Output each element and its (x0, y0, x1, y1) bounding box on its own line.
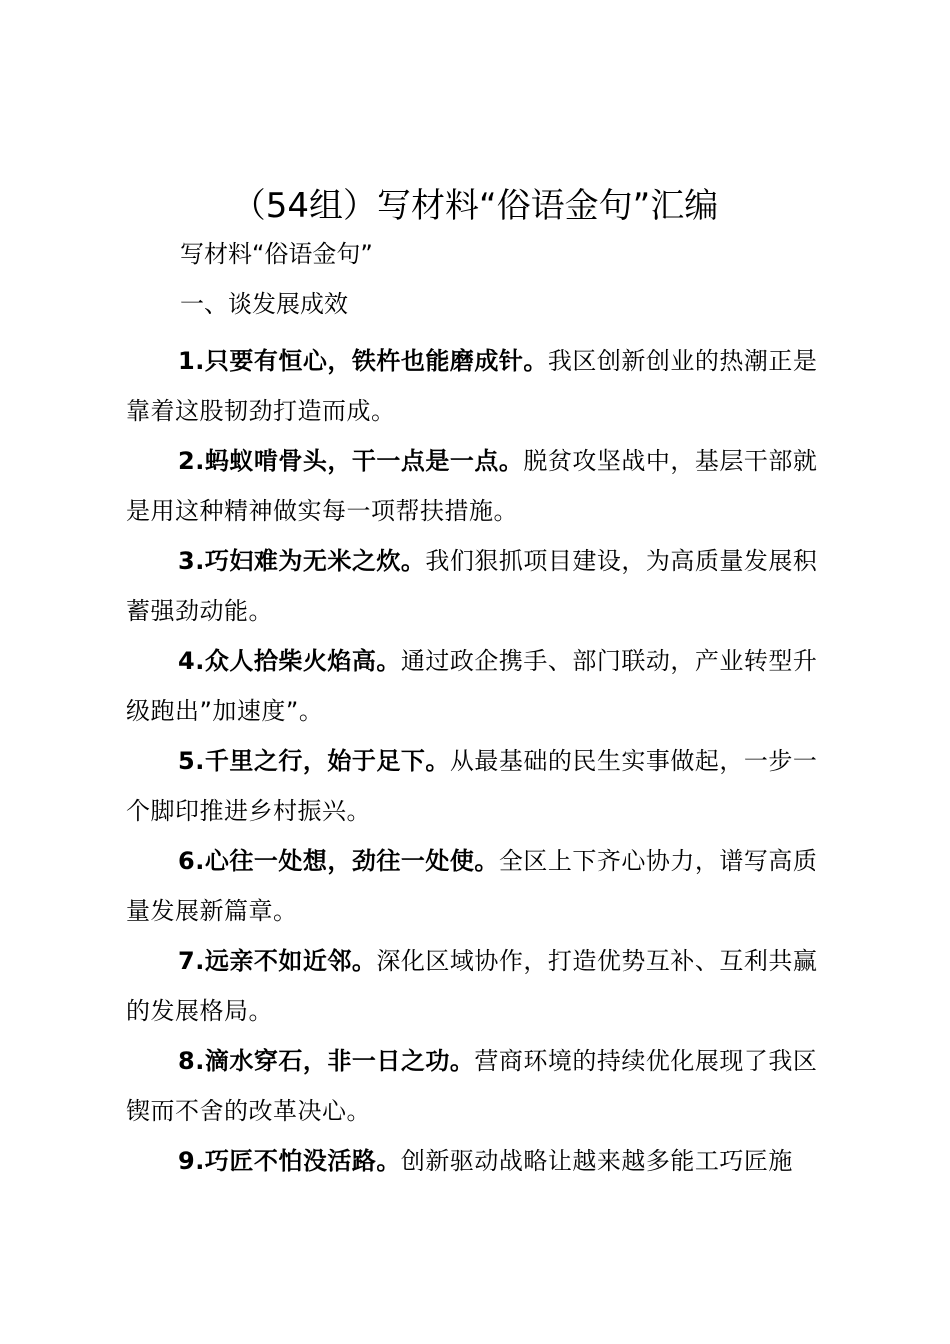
saying-text: 创新驱动战略让越来越多能工巧匠施 (400, 1147, 793, 1175)
saying-item (126, 436, 838, 536)
saying-item (126, 336, 838, 436)
document-title: （54组）写材料“俗语金句”汇编 (231, 186, 719, 226)
saying-text: 我们狠抓项目建设，为高质量发展积蓄强劲动能。 (126, 547, 818, 625)
saying-quote: 7.远亲不如近邻。 (178, 947, 377, 975)
saying-item (126, 636, 838, 736)
section-heading: 一、谈发展成效 (180, 290, 348, 318)
saying-quote: 1.只要有恒心，铁杵也能磨成针。 (178, 347, 548, 375)
saying-item (126, 736, 838, 836)
saying-quote: 4.众人拾柴火焰高。 (178, 647, 401, 675)
saying-quote: 5.千里之行，始于足下。 (178, 747, 450, 775)
saying-list (126, 336, 838, 1186)
saying-text: 营商环境的持续优化展现了我区锲而不舍的改革决心。 (126, 1047, 818, 1125)
saying-item (126, 1136, 838, 1186)
saying-quote: 6.心往一处想，劲往一处使。 (178, 847, 499, 875)
saying-quote: 3.巧妇难为无米之炊。 (178, 547, 426, 575)
saying-text: 全区上下齐心协力，谱写高质量发展新篇章。 (126, 847, 818, 925)
saying-text: 我区创新创业的热潮正是靠着这股韧劲打造而成。 (126, 347, 818, 425)
saying-item (126, 836, 838, 936)
saying-item (126, 536, 838, 636)
saying-text: 深化区域协作，打造优势互补、互利共赢的发展格局。 (126, 947, 818, 1025)
saying-item (126, 1036, 838, 1136)
saying-text: 脱贫攻坚战中，基层干部就是用这种精神做实每一项帮扶措施。 (126, 447, 818, 525)
saying-text: 通过政企携手、部门联动，产业转型升级跑出”加速度”。 (126, 647, 818, 725)
document-subtitle: 写材料“俗语金句” (180, 240, 373, 268)
saying-text: 从最基础的民生实事做起，一步一个脚印推进乡村振兴。 (126, 747, 818, 825)
saying-quote: 8.滴水穿石，非一日之功。 (178, 1047, 475, 1075)
saying-quote: 2.蚂蚁啃骨头，干一点是一点。 (178, 447, 524, 475)
saying-item (126, 936, 838, 1036)
saying-quote: 9.巧匠不怕没活路。 (178, 1147, 401, 1175)
